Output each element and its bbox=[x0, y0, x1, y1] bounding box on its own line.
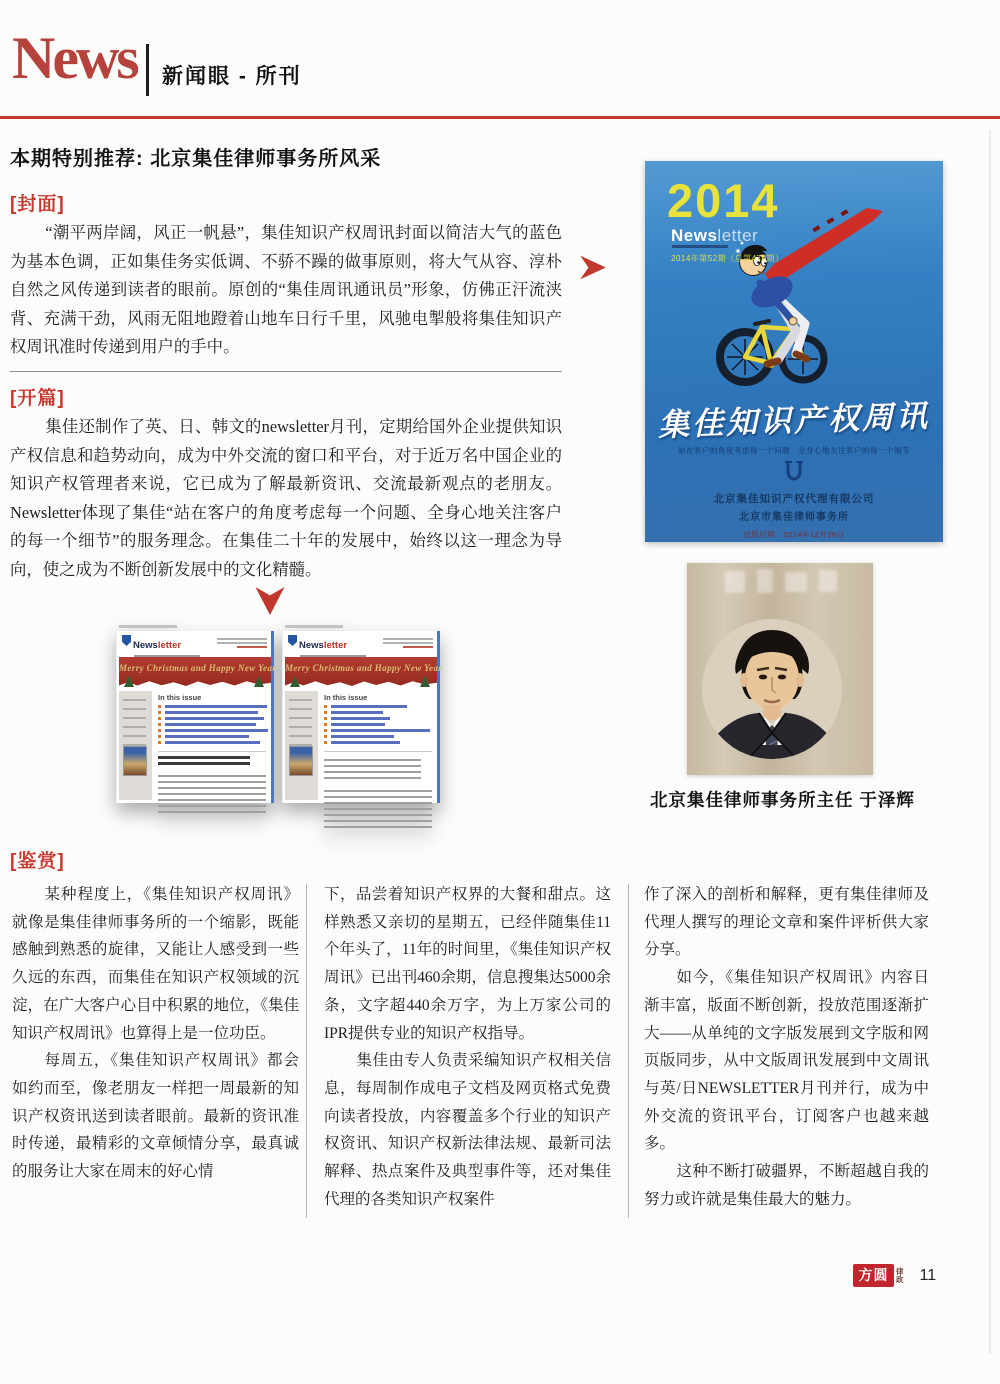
weekly-cover-image bbox=[645, 161, 943, 542]
page-title: 本期特别推荐: 北京集佳律师事务所风采 bbox=[10, 148, 382, 170]
down-arrow-icon bbox=[252, 585, 288, 616]
christmas-tree-icon bbox=[290, 671, 300, 687]
column-paragraph: 如今，《集佳知识产权周讯》内容日渐丰富，版面不断创新，投放范围逐渐扩大——从单纯的文字版发展到文字版和网页版同步，从中文版周讯发展到中文周讯与英/日NEWSLETTER月刊并行，成为中外交流的资讯平台，订阅客户也越来越多。 bbox=[644, 969, 929, 1153]
cover-brand-subline bbox=[672, 245, 728, 248]
snow-decoration bbox=[285, 680, 437, 690]
cover-paragraph: “潮平两岸阔，风正一帆悬”，集佳知识产权周讯封面以简洁大气的蓝色为基本色调，正如集佳务实低调、不骄不躁的做事原则，将大气从容、淳朴自然之风传递到读者的眼前。原创的“集佳周讯通讯员”形象，仿佛正汗流浃背、充满干劲，风雨无阻地蹬着山地车日行千里，风驰电掣般将集佳知识产权周讯准时传递到用户的手中。 bbox=[10, 223, 562, 357]
newsletter-meta-bars bbox=[217, 636, 267, 650]
cover-company-1: 北京集佳知识产权代理有限公司 bbox=[713, 493, 875, 505]
appreciation-column-1 bbox=[12, 881, 299, 1186]
newsletter-brand: Newsletter bbox=[299, 640, 348, 651]
cover-slogan: 站在客户的角度考虑每一个问题 全身心地关注客户的每一个细节 bbox=[678, 446, 910, 455]
header-category: 新闻眼 - 所刊 bbox=[162, 65, 302, 88]
link-row bbox=[158, 740, 266, 746]
fangyuan-magazine-logo: 方圆 bbox=[853, 1264, 894, 1287]
article-text-skeleton bbox=[324, 759, 421, 783]
newsletter-thumbnails bbox=[114, 624, 450, 812]
christmas-tree-icon bbox=[124, 671, 134, 687]
cover-pub-date: 出版日期：2014年12月26日 bbox=[743, 530, 845, 539]
cover-calligraphy-title: 集佳知识产权周讯 bbox=[657, 398, 931, 443]
christmas-tree-icon bbox=[420, 671, 430, 687]
cover-issue-number: 2014年第52期（总第470期） bbox=[671, 254, 784, 263]
news-masthead: News bbox=[12, 25, 137, 91]
newsletter-meta-bars bbox=[383, 636, 433, 650]
sidebar-image bbox=[123, 746, 147, 776]
section-label-opening: [开篇] bbox=[10, 388, 65, 409]
portrait-caption: 北京集佳律师事务所主任 于泽辉 bbox=[650, 790, 915, 810]
newsletter-shield-icon bbox=[288, 635, 297, 646]
cover-brand: Newsletter bbox=[671, 226, 759, 245]
section-label-appreciation: [鉴赏] bbox=[10, 851, 65, 872]
cover-year: 2014 bbox=[667, 174, 780, 227]
scan-edge-shadow bbox=[989, 130, 991, 1354]
column-divider bbox=[628, 884, 629, 1218]
column-paragraph: 集佳由专人负责采编知识产权相关信息，每周制作成电子文档及网页格式免费向读者投放，内容覆盖多个行业的知识产权资讯、知识产权新法律法规、最新司法解释、热点案件及典型事件等，还对集佳代理的各类知识产权案件 bbox=[324, 1052, 611, 1208]
header-divider bbox=[146, 44, 149, 96]
newsletter-shield-icon bbox=[122, 635, 131, 646]
article-headline-skeleton bbox=[158, 756, 250, 768]
opening-paragraph: 集佳还制作了英、日、韩文的newsletter月刊，定期给国外企业提供知识产权信息和趋势动向，成为中外交流的窗口和平台，对于近万名中国企业的知识产权管理者来说，它已成为了解最新资讯、交流最新观点的老朋友。Newsletter体现了集佳“站在客户的角度考虑每一个问题、全身心地关注客户的每一个细节”的服务理念。在集佳二十年的发展中，始终以这一理念为导向，使之成为不断创新发展中的文化精髓。 bbox=[10, 417, 562, 579]
column-paragraph: 每周五，《集佳知识产权周讯》都会如约而至，像老朋友一样把一周最新的知识产权资讯送到读者眼前。最新的资讯准时传递，最精彩的文章倾情分享，最真诚的服务让大家在周末的好心情 bbox=[12, 1052, 299, 1181]
column-paragraph: 某种程度上，《集佳知识产权周讯》就像是集佳律师事务所的一个缩影，既能感触到熟悉的旋律，又能让人感受到一些久远的东西，而集佳在知识产权领域的沉淀，在广大客户心目中积累的地位，《集佳知识产权周讯》也算得上是一位功臣。 bbox=[12, 886, 299, 1042]
cover-company-2: 北京市集佳律师事务所 bbox=[739, 512, 849, 523]
fangyuan-logo-subtext: 律 政 bbox=[896, 1266, 904, 1284]
page-footer bbox=[853, 1264, 936, 1287]
header-rule bbox=[0, 116, 1000, 119]
snow-decoration bbox=[119, 680, 271, 690]
section-divider bbox=[10, 371, 562, 372]
appreciation-column-3 bbox=[644, 881, 929, 1213]
thumb-caption-line bbox=[119, 625, 177, 628]
column-divider bbox=[306, 884, 307, 1218]
director-portrait-photo bbox=[687, 563, 873, 775]
section-label-cover: [封面] bbox=[10, 194, 65, 215]
christmas-tree-icon bbox=[254, 671, 264, 687]
article-text-skeleton bbox=[324, 790, 432, 828]
newsletter-sidebar bbox=[119, 691, 152, 800]
page-number: 11 bbox=[919, 1266, 937, 1284]
toc-heading: In this issue bbox=[158, 693, 202, 702]
newsletter-sidebar bbox=[285, 691, 318, 800]
unitalen-logo-icon bbox=[783, 459, 805, 485]
newsletter-thumbnail-english bbox=[116, 631, 277, 803]
thumb-caption-line bbox=[285, 625, 343, 628]
right-arrow-icon bbox=[576, 252, 610, 283]
sidebar-image bbox=[289, 746, 313, 776]
appreciation-column-2 bbox=[324, 881, 611, 1213]
column-paragraph: 下，品尝着知识产权界的大餐和甜点。这样熟悉又亲切的星期五，已经伴随集佳11个年头了，11年的时间里，《集佳知识产权周讯》已出刊460余期，信息搜集达5000余条，文字超440余万字，为上万家公司的IPR提供专业的知识产权指导。 bbox=[324, 886, 611, 1042]
article-text-skeleton bbox=[158, 775, 266, 813]
newsletter-brand: Newsletter bbox=[133, 640, 182, 651]
column-paragraph: 作了深入的剖析和解释，更有集佳律师及代理人撰写的理论文章和案件评析供大家分享。 bbox=[644, 886, 929, 959]
column-paragraph: 这种不断打破疆界，不断超越自我的努力或许就是集佳最大的魅力。 bbox=[644, 1163, 929, 1208]
link-row bbox=[324, 740, 432, 746]
christmas-banner: Merry Christmas and Happy New Year bbox=[119, 657, 271, 688]
toc-heading: In this issue bbox=[324, 693, 368, 702]
christmas-banner: Merry Christmas and Happy New Year bbox=[285, 657, 437, 688]
newsletter-thumbnail-korean bbox=[282, 631, 443, 803]
